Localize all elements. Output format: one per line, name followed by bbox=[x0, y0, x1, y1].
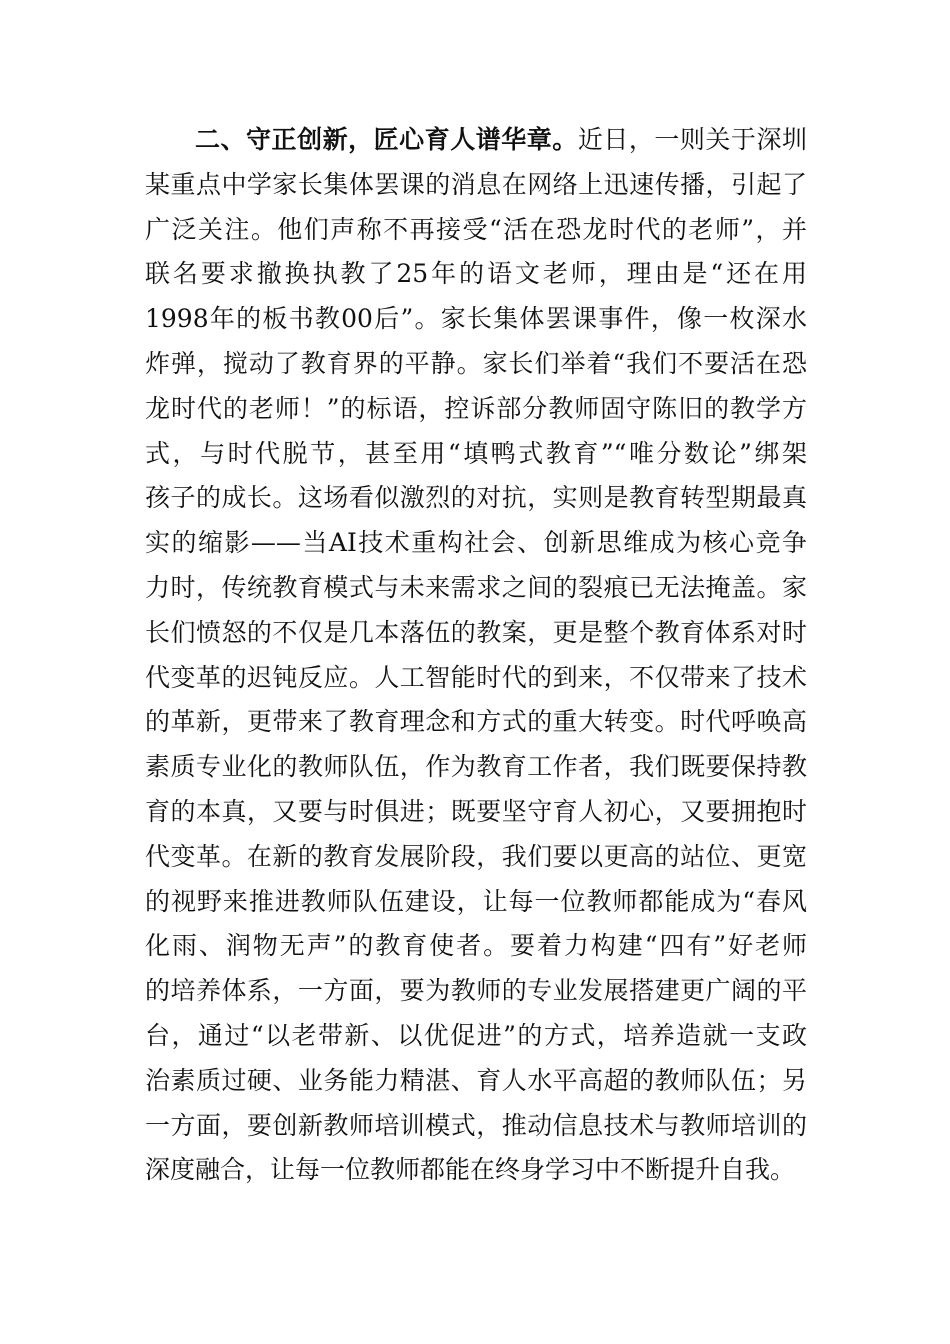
paragraph-line: 炸弹，搅动了教育界的平静。家长们举着“我们不要活在恐 bbox=[145, 348, 807, 378]
paragraph-line: 力时，传统教育模式与未来需求之间的裂痕已无法掩盖。家 bbox=[145, 572, 807, 602]
paragraph-line bbox=[145, 118, 807, 163]
paragraph-line: 式，与时代脱节，甚至用“填鸭式教育”“唯分数论”绑架 bbox=[145, 438, 807, 468]
paragraph-line: 联名要求撤换执教了25年的语文老师，理由是“还在用 bbox=[145, 259, 807, 289]
paragraph-line: 1998年的板书教00后”。家长集体罢课事件，像一枚深水 bbox=[145, 304, 807, 334]
paragraph-line: 化雨、润物无声”的教育使者。要着力构建“四有”好老师 bbox=[145, 931, 807, 961]
paragraph-line: 某重点中学家长集体罢课的消息在网络上迅速传播，引起了 bbox=[145, 169, 807, 199]
paragraph-line: 的革新，更带来了教育理念和方式的重大转变。时代呼唤高 bbox=[145, 707, 807, 737]
paragraph-line: 代变革。在新的教育发展阶段，我们要以更高的站位、更宽 bbox=[145, 841, 807, 871]
paragraph-line: 长们愤怒的不仅是几本落伍的教案，更是整个教育体系对时 bbox=[145, 617, 807, 647]
paragraph-line: 育的本真，又要与时俱进；既要坚守育人初心，又要拥抱时 bbox=[145, 796, 807, 826]
paragraph-line: 深度融合，让每一位教师都能在终身学习中不断提升自我。 bbox=[145, 1155, 796, 1185]
paragraph-line: 一方面，要创新教师培训模式，推动信息技术与教师培训的 bbox=[145, 1110, 807, 1140]
paragraph-line: 治素质过硬、业务能力精湛、育人水平高超的教师队伍；另 bbox=[145, 1065, 807, 1095]
paragraph-line: 的培养体系，一方面，要为教师的专业发展搭建更广阔的平 bbox=[145, 976, 807, 1006]
section-heading: 二、守正创新，匠心育人谱华章。 bbox=[195, 125, 578, 154]
paragraph-line: 广泛关注。他们声称不再接受“活在恐龙时代的老师”，并 bbox=[145, 214, 807, 244]
paragraph-text: 近日，一则关于深圳 bbox=[577, 125, 807, 154]
paragraph-line: 素质专业化的教师队伍，作为教育工作者，我们既要保持教 bbox=[145, 752, 807, 782]
paragraph-line: 代变革的迟钝反应。人工智能时代的到来，不仅带来了技术 bbox=[145, 662, 807, 692]
paragraph-line: 台，通过“以老带新、以优促进”的方式，培养造就一支政 bbox=[145, 1020, 807, 1050]
paragraph-line: 孩子的成长。这场看似激烈的对抗，实则是教育转型期最真 bbox=[145, 483, 807, 513]
paragraph-line: 的视野来推进教师队伍建设，让每一位教师都能成为“春风 bbox=[145, 886, 807, 916]
paragraph-line: 龙时代的老师！”的标语，控诉部分教师固守陈旧的教学方 bbox=[145, 393, 807, 423]
paragraph bbox=[145, 118, 807, 1193]
paragraph-line: 实的缩影——当AI技术重构社会、创新思维成为核心竞争 bbox=[145, 528, 807, 558]
